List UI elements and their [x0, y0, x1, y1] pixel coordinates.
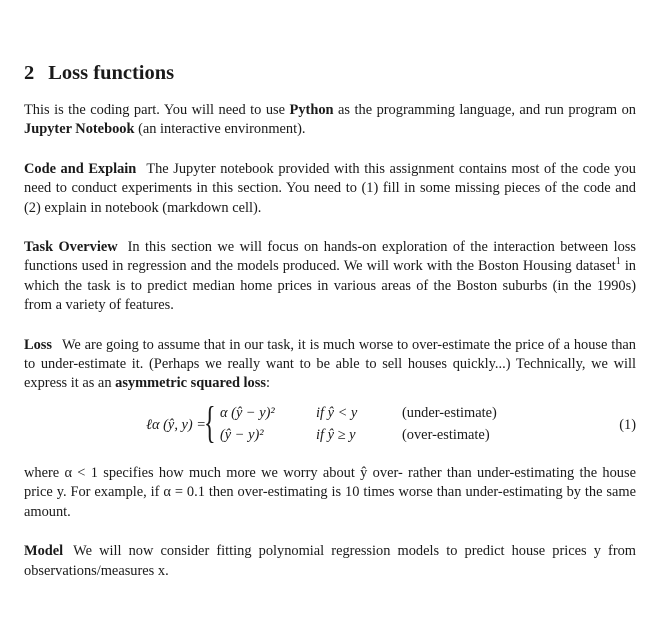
- footnote-mark[interactable]: 1: [615, 256, 621, 268]
- model-heading: Model: [24, 543, 64, 560]
- equation-condition: if ŷ < y: [316, 404, 358, 421]
- loss-equation: [24, 397, 636, 450]
- task-overview-heading: Task Overview: [24, 239, 118, 256]
- code-explain-paragraph: [24, 160, 636, 218]
- code-explain-heading: Code and Explain: [24, 160, 137, 177]
- equation-note: (under-estimate): [402, 404, 497, 421]
- section-number: 2: [24, 62, 35, 84]
- intro-text: as the programming language, and run program on: [333, 102, 636, 118]
- intro-paragraph: [24, 101, 636, 140]
- asymmetric-loss-term: asymmetric squared loss: [115, 375, 266, 392]
- equation-brace: {: [204, 397, 216, 447]
- where-text: where α < 1 specifies how much more we worry about ŷ over- rather than under-estimating the house price y. For example, if α = 0.1 then over-estimating is 10 times worse than under-estimating by the same amount.: [24, 464, 636, 520]
- task-overview-body: in which the task is to predict median home prices in various areas of the Boston suburbs (in the 1990s) from a variety of features.: [24, 258, 637, 314]
- section-title-text: Loss functions: [48, 62, 175, 84]
- task-overview-body: In this section we will focus on hands-on exploration of the interaction between loss functions used in regression and the models produced. We will work with the Boston Housing dataset: [24, 239, 636, 275]
- loss-heading: Loss: [24, 336, 52, 353]
- loss-body: :: [265, 375, 270, 392]
- loss-body: We are going to assume that in our task, it is much worse to over-estimate the price of a house than to under-estimate it. (Perhaps we really want to be able to sell houses quickly...) Technically, we will express it as an: [24, 336, 636, 392]
- equation-expr: (ŷ − y)²: [220, 426, 264, 443]
- equation-condition: if ŷ ≥ y: [316, 426, 356, 443]
- intro-text: (an interactive environment).: [134, 121, 306, 138]
- intro-text: This is the coding part. You will need to use: [24, 102, 290, 118]
- task-overview-paragraph: [24, 238, 636, 316]
- equation-row-over: [220, 426, 490, 445]
- equation-lhs: ℓα (ŷ, y) =: [146, 416, 207, 433]
- python-keyword: Python: [289, 102, 334, 118]
- equation-note: (over-estimate): [402, 426, 490, 443]
- where-paragraph: [24, 464, 636, 522]
- equation-number: (1): [619, 416, 636, 433]
- document-page: [24, 60, 636, 601]
- code-explain-body: The Jupyter notebook provided with this assignment contains most of the code you need to conduct experiments in this section. You need to (1) fill in some missing pieces of the code and (2) explain in notebook (markdown cell).: [24, 160, 636, 216]
- section-title: [24, 60, 636, 86]
- jupyter-keyword: Jupyter Notebook: [24, 121, 135, 138]
- model-paragraph: [24, 542, 636, 581]
- loss-paragraph: [24, 336, 636, 394]
- model-body: We will now consider fitting polynomial regression models to predict house prices y from observations/measures x.: [24, 543, 636, 579]
- equation-row-under: [220, 404, 497, 423]
- equation-expr: α (ŷ − y)²: [220, 404, 275, 421]
